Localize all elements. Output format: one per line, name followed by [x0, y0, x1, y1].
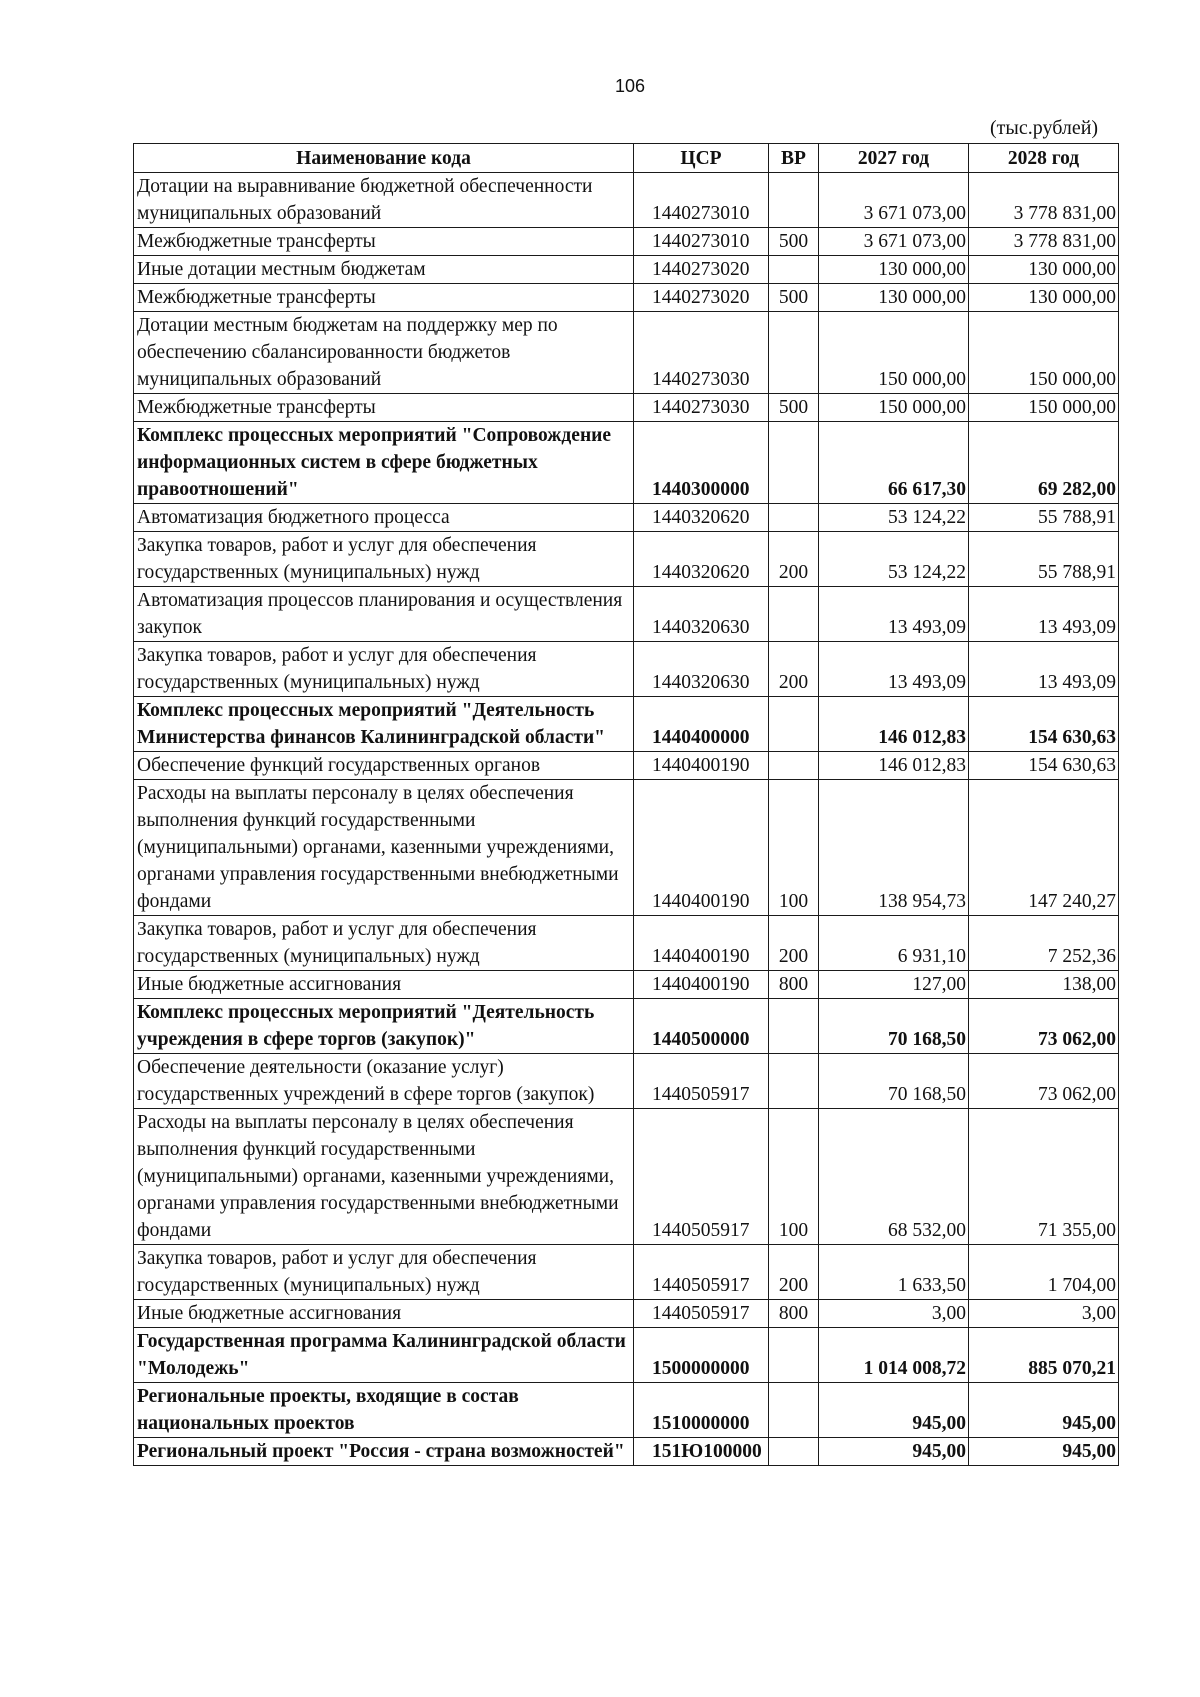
cell-2028: 1 704,00: [969, 1245, 1119, 1300]
cell-2028: 885 070,21: [969, 1328, 1119, 1383]
cell-name: Межбюджетные трансферты: [134, 394, 634, 422]
cell-vr: [769, 504, 819, 532]
cell-vr: 500: [769, 284, 819, 312]
cell-2027: 3 671 073,00: [819, 228, 969, 256]
cell-csr: 1440273020: [634, 284, 769, 312]
cell-2027: 13 493,09: [819, 587, 969, 642]
table-row: [134, 422, 1119, 504]
header-2028: 2028 год: [969, 144, 1119, 173]
table-row: [134, 312, 1119, 394]
unit-note: (тыс.рублей): [990, 117, 1099, 139]
cell-2027: 70 168,50: [819, 1054, 969, 1109]
cell-2027: 146 012,83: [819, 752, 969, 780]
table-row: [134, 1300, 1119, 1328]
cell-name: Региональные проекты, входящие в состав национальных проектов: [134, 1383, 634, 1438]
cell-2028: 13 493,09: [969, 587, 1119, 642]
cell-2028: 154 630,63: [969, 697, 1119, 752]
cell-csr: 1440320630: [634, 642, 769, 697]
cell-2027: 945,00: [819, 1438, 969, 1466]
table-row: [134, 697, 1119, 752]
cell-name: Закупка товаров, работ и услуг для обеспечения государственных (муниципальных) нужд: [134, 532, 634, 587]
cell-csr: 1440505917: [634, 1054, 769, 1109]
cell-csr: 1440273020: [634, 256, 769, 284]
budget-table: [133, 143, 1119, 1466]
table-row: [134, 780, 1119, 916]
cell-2028: 3 778 831,00: [969, 173, 1119, 228]
table-row: [134, 1438, 1119, 1466]
table-row: [134, 1245, 1119, 1300]
cell-csr: 1510000000: [634, 1383, 769, 1438]
cell-2027: 130 000,00: [819, 284, 969, 312]
table-row: [134, 999, 1119, 1054]
cell-2027: 146 012,83: [819, 697, 969, 752]
cell-name: Автоматизация бюджетного процесса: [134, 504, 634, 532]
cell-vr: [769, 1328, 819, 1383]
cell-vr: 500: [769, 394, 819, 422]
cell-2028: 73 062,00: [969, 1054, 1119, 1109]
cell-2028: 147 240,27: [969, 780, 1119, 916]
cell-name: Расходы на выплаты персоналу в целях обеспечения выполнения функций государственными (муниципальными) органами, казенными учреждениями, органами управления государственными внебюджетными фондами: [134, 780, 634, 916]
cell-name: Межбюджетные трансферты: [134, 228, 634, 256]
cell-vr: 200: [769, 916, 819, 971]
table-row: [134, 587, 1119, 642]
cell-2028: 55 788,91: [969, 532, 1119, 587]
cell-2028: 13 493,09: [969, 642, 1119, 697]
cell-csr: 1440400190: [634, 752, 769, 780]
cell-vr: 100: [769, 780, 819, 916]
header-name: Наименование кода: [134, 144, 634, 173]
cell-2027: 70 168,50: [819, 999, 969, 1054]
table-row: [134, 173, 1119, 228]
table-row: [134, 916, 1119, 971]
cell-vr: 800: [769, 971, 819, 999]
table-row: [134, 284, 1119, 312]
cell-csr: 1440320630: [634, 587, 769, 642]
cell-vr: [769, 587, 819, 642]
cell-vr: 200: [769, 1245, 819, 1300]
cell-csr: 1440320620: [634, 532, 769, 587]
cell-csr: 1440500000: [634, 999, 769, 1054]
table-row: [134, 504, 1119, 532]
table-row: [134, 971, 1119, 999]
cell-2028: 945,00: [969, 1438, 1119, 1466]
cell-name: Закупка товаров, работ и услуг для обеспечения государственных (муниципальных) нужд: [134, 1245, 634, 1300]
cell-name: Иные дотации местным бюджетам: [134, 256, 634, 284]
cell-csr: 1440273030: [634, 394, 769, 422]
table-header-row: [134, 144, 1119, 173]
cell-vr: [769, 1054, 819, 1109]
cell-csr: 1440273010: [634, 228, 769, 256]
cell-2028: 150 000,00: [969, 394, 1119, 422]
cell-vr: [769, 256, 819, 284]
cell-csr: 151Ю100000: [634, 1438, 769, 1466]
table-row: [134, 642, 1119, 697]
page-number: 106: [614, 76, 646, 96]
cell-csr: 1440400190: [634, 780, 769, 916]
cell-name: Расходы на выплаты персоналу в целях обеспечения выполнения функций государственными (муниципальными) органами, казенными учреждениями, органами управления государственными внебюджетными фондами: [134, 1109, 634, 1245]
table-row: [134, 256, 1119, 284]
cell-2028: 130 000,00: [969, 284, 1119, 312]
cell-name: Обеспечение деятельности (оказание услуг) государственных учреждений в сфере торгов (закупок): [134, 1054, 634, 1109]
cell-name: Государственная программа Калининградской области "Молодежь": [134, 1328, 634, 1383]
cell-vr: 100: [769, 1109, 819, 1245]
cell-2028: 154 630,63: [969, 752, 1119, 780]
cell-vr: [769, 1383, 819, 1438]
cell-vr: 200: [769, 532, 819, 587]
cell-name: Закупка товаров, работ и услуг для обеспечения государственных (муниципальных) нужд: [134, 642, 634, 697]
cell-2028: 3 778 831,00: [969, 228, 1119, 256]
cell-2027: 53 124,22: [819, 504, 969, 532]
cell-2027: 945,00: [819, 1383, 969, 1438]
cell-2027: 150 000,00: [819, 312, 969, 394]
cell-vr: [769, 173, 819, 228]
cell-vr: [769, 999, 819, 1054]
cell-name: Дотации местным бюджетам на поддержку мер по обеспечению сбалансированности бюджетов муниципальных образований: [134, 312, 634, 394]
cell-vr: [769, 312, 819, 394]
cell-name: Автоматизация процессов планирования и осуществления закупок: [134, 587, 634, 642]
cell-2028: 3,00: [969, 1300, 1119, 1328]
cell-2028: 69 282,00: [969, 422, 1119, 504]
cell-name: Региональный проект "Россия - страна возможностей": [134, 1438, 634, 1466]
cell-2028: 945,00: [969, 1383, 1119, 1438]
cell-csr: 1440273030: [634, 312, 769, 394]
cell-2028: 71 355,00: [969, 1109, 1119, 1245]
cell-name: Комплекс процессных мероприятий "Сопровождение информационных систем в сфере бюджетных правоотношений": [134, 422, 634, 504]
cell-csr: 1440505917: [634, 1300, 769, 1328]
cell-2028: 130 000,00: [969, 256, 1119, 284]
cell-vr: 500: [769, 228, 819, 256]
cell-2027: 3 671 073,00: [819, 173, 969, 228]
table-row: [134, 532, 1119, 587]
cell-name: Дотации на выравнивание бюджетной обеспеченности муниципальных образований: [134, 173, 634, 228]
cell-vr: [769, 697, 819, 752]
cell-2028: 55 788,91: [969, 504, 1119, 532]
table-row: [134, 752, 1119, 780]
cell-name: Межбюджетные трансферты: [134, 284, 634, 312]
cell-csr: 1500000000: [634, 1328, 769, 1383]
cell-name: Иные бюджетные ассигнования: [134, 1300, 634, 1328]
cell-2027: 130 000,00: [819, 256, 969, 284]
cell-csr: 1440273010: [634, 173, 769, 228]
cell-2027: 1 014 008,72: [819, 1328, 969, 1383]
cell-2027: 53 124,22: [819, 532, 969, 587]
cell-vr: [769, 422, 819, 504]
cell-name: Комплекс процессных мероприятий "Деятельность учреждения в сфере торгов (закупок)": [134, 999, 634, 1054]
cell-vr: 200: [769, 642, 819, 697]
table-row: [134, 1054, 1119, 1109]
cell-2027: 138 954,73: [819, 780, 969, 916]
cell-vr: 800: [769, 1300, 819, 1328]
cell-2027: 3,00: [819, 1300, 969, 1328]
cell-2027: 13 493,09: [819, 642, 969, 697]
table-row: [134, 1328, 1119, 1383]
cell-2028: 150 000,00: [969, 312, 1119, 394]
cell-name: Закупка товаров, работ и услуг для обеспечения государственных (муниципальных) нужд: [134, 916, 634, 971]
cell-csr: 1440300000: [634, 422, 769, 504]
table-row: [134, 1383, 1119, 1438]
table-row: [134, 1109, 1119, 1245]
cell-csr: 1440320620: [634, 504, 769, 532]
cell-csr: 1440400000: [634, 697, 769, 752]
cell-2028: 73 062,00: [969, 999, 1119, 1054]
cell-name: Иные бюджетные ассигнования: [134, 971, 634, 999]
cell-csr: 1440505917: [634, 1109, 769, 1245]
table-body: [134, 173, 1119, 1466]
table-row: [134, 394, 1119, 422]
header-csr: ЦСР: [634, 144, 769, 173]
cell-2028: 7 252,36: [969, 916, 1119, 971]
table-row: [134, 228, 1119, 256]
cell-2027: 6 931,10: [819, 916, 969, 971]
cell-2027: 68 532,00: [819, 1109, 969, 1245]
cell-vr: [769, 752, 819, 780]
cell-2028: 138,00: [969, 971, 1119, 999]
header-vr: ВР: [769, 144, 819, 173]
cell-2027: 127,00: [819, 971, 969, 999]
cell-vr: [769, 1438, 819, 1466]
cell-name: Обеспечение функций государственных органов: [134, 752, 634, 780]
cell-name: Комплекс процессных мероприятий "Деятельность Министерства финансов Калининградской области": [134, 697, 634, 752]
header-2027: 2027 год: [819, 144, 969, 173]
cell-csr: 1440505917: [634, 1245, 769, 1300]
cell-2027: 66 617,30: [819, 422, 969, 504]
cell-csr: 1440400190: [634, 916, 769, 971]
cell-2027: 150 000,00: [819, 394, 969, 422]
cell-2027: 1 633,50: [819, 1245, 969, 1300]
cell-csr: 1440400190: [634, 971, 769, 999]
